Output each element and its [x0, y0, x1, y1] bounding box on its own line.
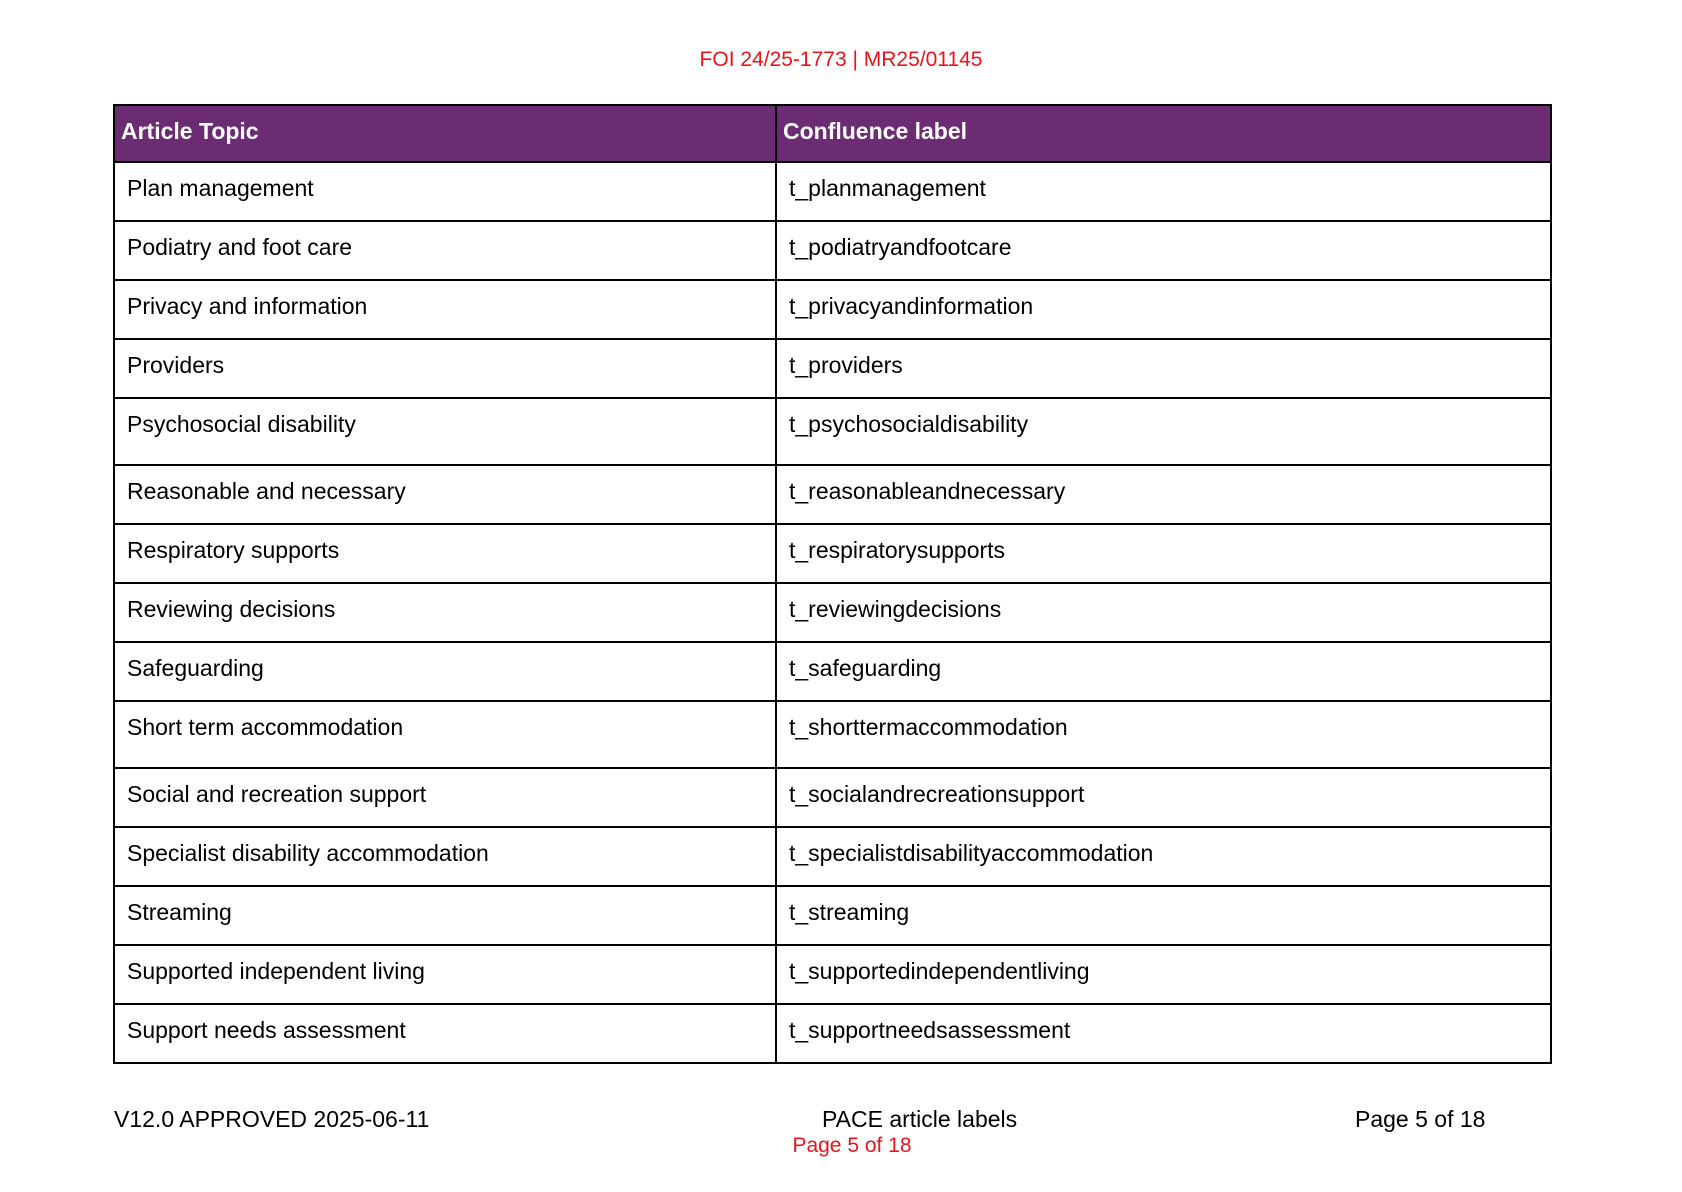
table-row: [114, 768, 1551, 827]
article-topic-cell: Supported independent living: [114, 945, 776, 1004]
article-topic-cell: Plan management: [114, 162, 776, 221]
confluence-label-cell: t_privacyandinformation: [776, 280, 1551, 339]
confluence-label-cell: t_socialandrecreationsupport: [776, 768, 1551, 827]
article-topic-cell: Podiatry and foot care: [114, 221, 776, 280]
article-topic-cell: Respiratory supports: [114, 524, 776, 583]
article-topic-cell: Reasonable and necessary: [114, 465, 776, 524]
confluence-label-cell: t_podiatryandfootcare: [776, 221, 1551, 280]
article-topic-cell: Specialist disability accommodation: [114, 827, 776, 886]
confluence-label-cell: t_supportneedsassessment: [776, 1004, 1551, 1063]
article-topic-cell: Safeguarding: [114, 642, 776, 701]
table-row: [114, 524, 1551, 583]
column-header-confluence-label: Confluence label: [776, 105, 1551, 162]
table-row: [114, 221, 1551, 280]
table-header-row: [114, 105, 1551, 162]
table-row: [114, 1004, 1551, 1063]
article-topic-cell: Privacy and information: [114, 280, 776, 339]
footer-page-number: Page 5 of 18: [1355, 1106, 1486, 1132]
table-row: [114, 398, 1551, 465]
article-topic-cell: Reviewing decisions: [114, 583, 776, 642]
table-row: [114, 465, 1551, 524]
confluence-label-cell: t_shorttermaccommodation: [776, 701, 1551, 768]
article-topic-cell: Support needs assessment: [114, 1004, 776, 1063]
foi-reference-stamp: FOI 24/25-1773 | MR25/01145: [699, 48, 983, 71]
article-topic-cell: Short term accommodation: [114, 701, 776, 768]
table-row: [114, 642, 1551, 701]
confluence-label-cell: t_planmanagement: [776, 162, 1551, 221]
article-topic-cell: Providers: [114, 339, 776, 398]
confluence-label-cell: t_reasonableandnecessary: [776, 465, 1551, 524]
confluence-label-cell: t_safeguarding: [776, 642, 1551, 701]
table-row: [114, 339, 1551, 398]
table-row: [114, 280, 1551, 339]
confluence-label-cell: t_psychosocialdisability: [776, 398, 1551, 465]
article-topic-cell: Streaming: [114, 886, 776, 945]
footer-page-stamp: Page 5 of 18: [792, 1134, 912, 1157]
table-row: [114, 701, 1551, 768]
article-topic-cell: Social and recreation support: [114, 768, 776, 827]
table-row: [114, 945, 1551, 1004]
article-topic-cell: Psychosocial disability: [114, 398, 776, 465]
confluence-label-cell: t_reviewingdecisions: [776, 583, 1551, 642]
footer-version: V12.0 APPROVED 2025-06-11: [114, 1106, 430, 1132]
confluence-label-cell: t_streaming: [776, 886, 1551, 945]
footer-document-title: PACE article labels: [822, 1106, 1018, 1132]
table-row: [114, 583, 1551, 642]
confluence-label-cell: t_respiratorysupports: [776, 524, 1551, 583]
confluence-label-cell: t_providers: [776, 339, 1551, 398]
table-row: [114, 827, 1551, 886]
article-labels-table: [113, 104, 1552, 1064]
column-header-article-topic: Article Topic: [114, 105, 776, 162]
confluence-label-cell: t_supportedindependentliving: [776, 945, 1551, 1004]
table-row: [114, 886, 1551, 945]
confluence-label-cell: t_specialistdisabilityaccommodation: [776, 827, 1551, 886]
table-row: [114, 162, 1551, 221]
